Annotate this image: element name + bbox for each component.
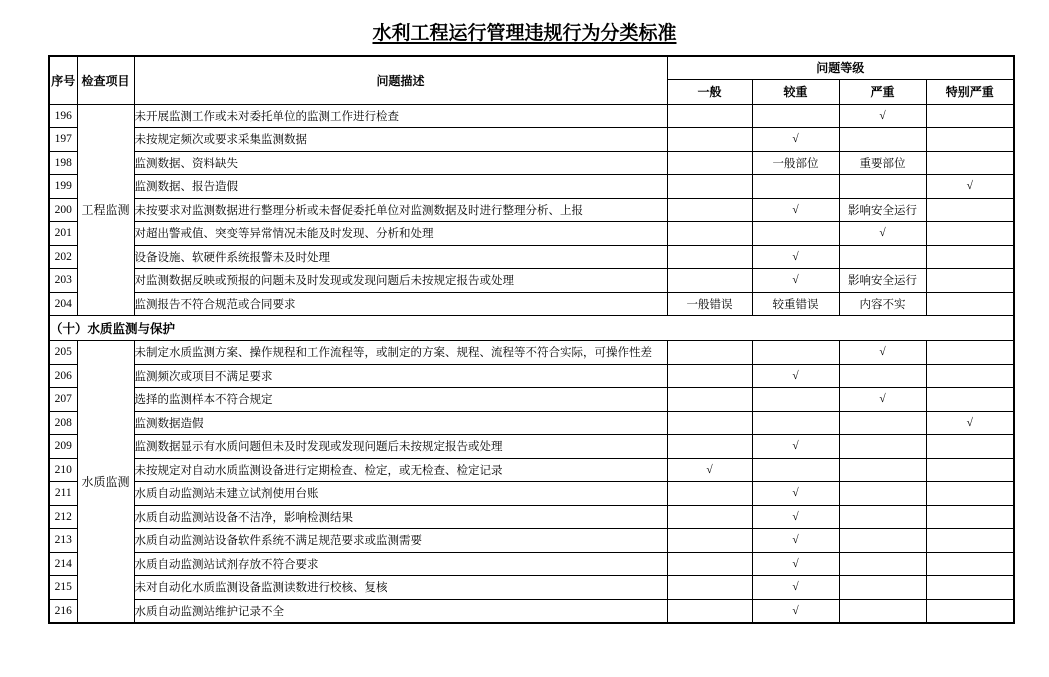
grade-general-cell [667, 576, 752, 600]
grade-extreme-cell [926, 599, 1014, 623]
serial-cell: 215 [49, 576, 77, 600]
grade-extreme-cell [926, 104, 1014, 128]
grade-extreme-cell [926, 435, 1014, 459]
grade-general-cell [667, 435, 752, 459]
description-cell: 监测数据显示有水质问题但未及时发现或发现问题后未按规定报告或处理 [134, 435, 667, 459]
grade-extreme-cell [926, 364, 1014, 388]
grade-moderate-cell: √ [752, 482, 839, 506]
grade-serious-cell [839, 128, 926, 152]
serial-cell: 216 [49, 599, 77, 623]
table-row [49, 552, 1014, 576]
grade-extreme-cell: √ [926, 175, 1014, 199]
table-header [49, 56, 1014, 104]
table-row [49, 599, 1014, 623]
grade-extreme-cell [926, 505, 1014, 529]
grade-moderate-cell: 一般部位 [752, 151, 839, 175]
grade-moderate-cell [752, 411, 839, 435]
grade-general-cell [667, 341, 752, 365]
header-row-top [49, 56, 1014, 79]
col-header-grade-extreme: 特别严重 [926, 79, 1014, 104]
grade-general-cell [667, 505, 752, 529]
table-row [49, 341, 1014, 365]
grade-serious-cell [839, 482, 926, 506]
grade-general-cell [667, 198, 752, 222]
table-row [49, 576, 1014, 600]
serial-cell: 213 [49, 529, 77, 553]
table-row [49, 411, 1014, 435]
serial-cell: 211 [49, 482, 77, 506]
col-header-item: 检查项目 [77, 56, 134, 104]
grade-serious-cell: √ [839, 388, 926, 412]
grade-serious-cell: 影响安全运行 [839, 198, 926, 222]
table-row [49, 151, 1014, 175]
grade-moderate-cell: √ [752, 576, 839, 600]
section-header-cell: （十）水质监测与保护 [49, 316, 1014, 341]
grade-general-cell [667, 128, 752, 152]
table-row [49, 364, 1014, 388]
grade-general-cell [667, 599, 752, 623]
description-cell: 水质自动监测站设备不洁净，影响检测结果 [134, 505, 667, 529]
grade-serious-cell: 影响安全运行 [839, 269, 926, 293]
col-header-description: 问题描述 [134, 56, 667, 104]
table-row [49, 104, 1014, 128]
grade-general-cell [667, 364, 752, 388]
serial-cell: 203 [49, 269, 77, 293]
description-cell: 监测数据、资料缺失 [134, 151, 667, 175]
grade-serious-cell [839, 552, 926, 576]
grade-moderate-cell [752, 175, 839, 199]
grade-extreme-cell [926, 388, 1014, 412]
grade-serious-cell [839, 175, 926, 199]
grade-extreme-cell [926, 292, 1014, 316]
grade-serious-cell [839, 435, 926, 459]
grade-moderate-cell: √ [752, 364, 839, 388]
grade-general-cell [667, 104, 752, 128]
grade-general-cell: √ [667, 458, 752, 482]
grade-serious-cell [839, 599, 926, 623]
grade-serious-cell [839, 505, 926, 529]
grade-general-cell [667, 388, 752, 412]
grade-moderate-cell: √ [752, 599, 839, 623]
grade-general-cell [667, 175, 752, 199]
description-cell: 未按规定频次或要求采集监测数据 [134, 128, 667, 152]
grade-general-cell [667, 411, 752, 435]
section-header-row [49, 316, 1014, 341]
table-row [49, 435, 1014, 459]
grade-extreme-cell [926, 222, 1014, 246]
table-row [49, 458, 1014, 482]
table-row [49, 128, 1014, 152]
violation-classification-table [48, 55, 1015, 624]
grade-serious-cell [839, 411, 926, 435]
grade-moderate-cell: √ [752, 552, 839, 576]
grade-extreme-cell [926, 245, 1014, 269]
table-row [49, 245, 1014, 269]
grade-general-cell [667, 151, 752, 175]
description-cell: 未开展监测工作或未对委托单位的监测工作进行检查 [134, 104, 667, 128]
grade-extreme-cell [926, 482, 1014, 506]
grade-moderate-cell: √ [752, 529, 839, 553]
grade-serious-cell: 内容不实 [839, 292, 926, 316]
grade-moderate-cell: √ [752, 245, 839, 269]
grade-serious-cell [839, 576, 926, 600]
grade-serious-cell [839, 364, 926, 388]
serial-cell: 199 [49, 175, 77, 199]
col-header-grade-group: 问题等级 [667, 56, 1014, 79]
serial-cell: 196 [49, 104, 77, 128]
grade-serious-cell: √ [839, 222, 926, 246]
serial-cell: 205 [49, 341, 77, 365]
grade-moderate-cell [752, 104, 839, 128]
description-cell: 水质自动监测站试剂存放不符合要求 [134, 552, 667, 576]
grade-serious-cell: √ [839, 341, 926, 365]
grade-extreme-cell [926, 529, 1014, 553]
serial-cell: 207 [49, 388, 77, 412]
page-title [0, 22, 1049, 46]
description-cell: 选择的监测样本不符合规定 [134, 388, 667, 412]
description-cell: 未按要求对监测数据进行整理分析或未督促委托单位对监测数据及时进行整理分析、上报 [134, 198, 667, 222]
serial-cell: 197 [49, 128, 77, 152]
serial-cell: 204 [49, 292, 77, 316]
grade-serious-cell [839, 529, 926, 553]
grade-general-cell: 一般错误 [667, 292, 752, 316]
grade-general-cell [667, 269, 752, 293]
description-cell: 对超出警戒值、突变等异常情况未能及时发现、分析和处理 [134, 222, 667, 246]
serial-cell: 212 [49, 505, 77, 529]
grade-extreme-cell [926, 151, 1014, 175]
grade-moderate-cell [752, 388, 839, 412]
serial-cell: 210 [49, 458, 77, 482]
description-cell: 监测数据、报告造假 [134, 175, 667, 199]
description-cell: 未制定水质监测方案、操作规程和工作流程等，或制定的方案、规程、流程等不符合实际，可操作性差 [134, 341, 667, 365]
serial-cell: 202 [49, 245, 77, 269]
grade-moderate-cell [752, 341, 839, 365]
grade-extreme-cell [926, 341, 1014, 365]
description-cell: 水质自动监测站设备软件系统不满足规范要求或监测需要 [134, 529, 667, 553]
serial-cell: 214 [49, 552, 77, 576]
description-cell: 未对自动化水质监测设备监测读数进行校核、复核 [134, 576, 667, 600]
table-row [49, 198, 1014, 222]
grade-moderate-cell: √ [752, 435, 839, 459]
table-row [49, 222, 1014, 246]
inspection-item-cell: 工程监测 [77, 104, 134, 316]
table-row [49, 292, 1014, 316]
grade-general-cell [667, 482, 752, 506]
table-row [49, 175, 1014, 199]
grade-extreme-cell [926, 576, 1014, 600]
col-header-grade-general: 一般 [667, 79, 752, 104]
grade-extreme-cell [926, 552, 1014, 576]
serial-cell: 206 [49, 364, 77, 388]
serial-cell: 198 [49, 151, 77, 175]
col-header-grade-serious: 严重 [839, 79, 926, 104]
grade-extreme-cell [926, 458, 1014, 482]
grade-serious-cell: √ [839, 104, 926, 128]
serial-cell: 201 [49, 222, 77, 246]
table-row [49, 482, 1014, 506]
grade-general-cell [667, 222, 752, 246]
description-cell: 监测报告不符合规范或合同要求 [134, 292, 667, 316]
serial-cell: 208 [49, 411, 77, 435]
grade-serious-cell: 重要部位 [839, 151, 926, 175]
description-cell: 水质自动监测站维护记录不全 [134, 599, 667, 623]
table-row [49, 529, 1014, 553]
grade-moderate-cell: √ [752, 198, 839, 222]
table-row [49, 388, 1014, 412]
description-cell: 对监测数据反映或预报的问题未及时发现或发现问题后未按规定报告或处理 [134, 269, 667, 293]
grade-general-cell [667, 245, 752, 269]
page-title-text: 水利工程运行管理违规行为分类标准 [372, 23, 677, 44]
description-cell: 监测频次或项目不满足要求 [134, 364, 667, 388]
grade-moderate-cell [752, 222, 839, 246]
grade-serious-cell [839, 245, 926, 269]
grade-extreme-cell [926, 198, 1014, 222]
table-body [49, 104, 1014, 623]
table-row [49, 505, 1014, 529]
grade-extreme-cell: √ [926, 411, 1014, 435]
grade-moderate-cell: 较重错误 [752, 292, 839, 316]
description-cell: 监测数据造假 [134, 411, 667, 435]
serial-cell: 200 [49, 198, 77, 222]
col-header-seq: 序号 [49, 56, 77, 104]
grade-moderate-cell: √ [752, 269, 839, 293]
grade-moderate-cell [752, 458, 839, 482]
table-row [49, 269, 1014, 293]
serial-cell: 209 [49, 435, 77, 459]
description-cell: 设备设施、软硬件系统报警未及时处理 [134, 245, 667, 269]
grade-serious-cell [839, 458, 926, 482]
grade-moderate-cell: √ [752, 505, 839, 529]
grade-moderate-cell: √ [752, 128, 839, 152]
col-header-grade-moderate: 较重 [752, 79, 839, 104]
grade-extreme-cell [926, 269, 1014, 293]
inspection-item-cell: 水质监测 [77, 341, 134, 623]
grade-general-cell [667, 529, 752, 553]
grade-general-cell [667, 552, 752, 576]
description-cell: 水质自动监测站未建立试剂使用台账 [134, 482, 667, 506]
grade-extreme-cell [926, 128, 1014, 152]
description-cell: 未按规定对自动水质监测设备进行定期检查、检定，或无检查、检定记录 [134, 458, 667, 482]
